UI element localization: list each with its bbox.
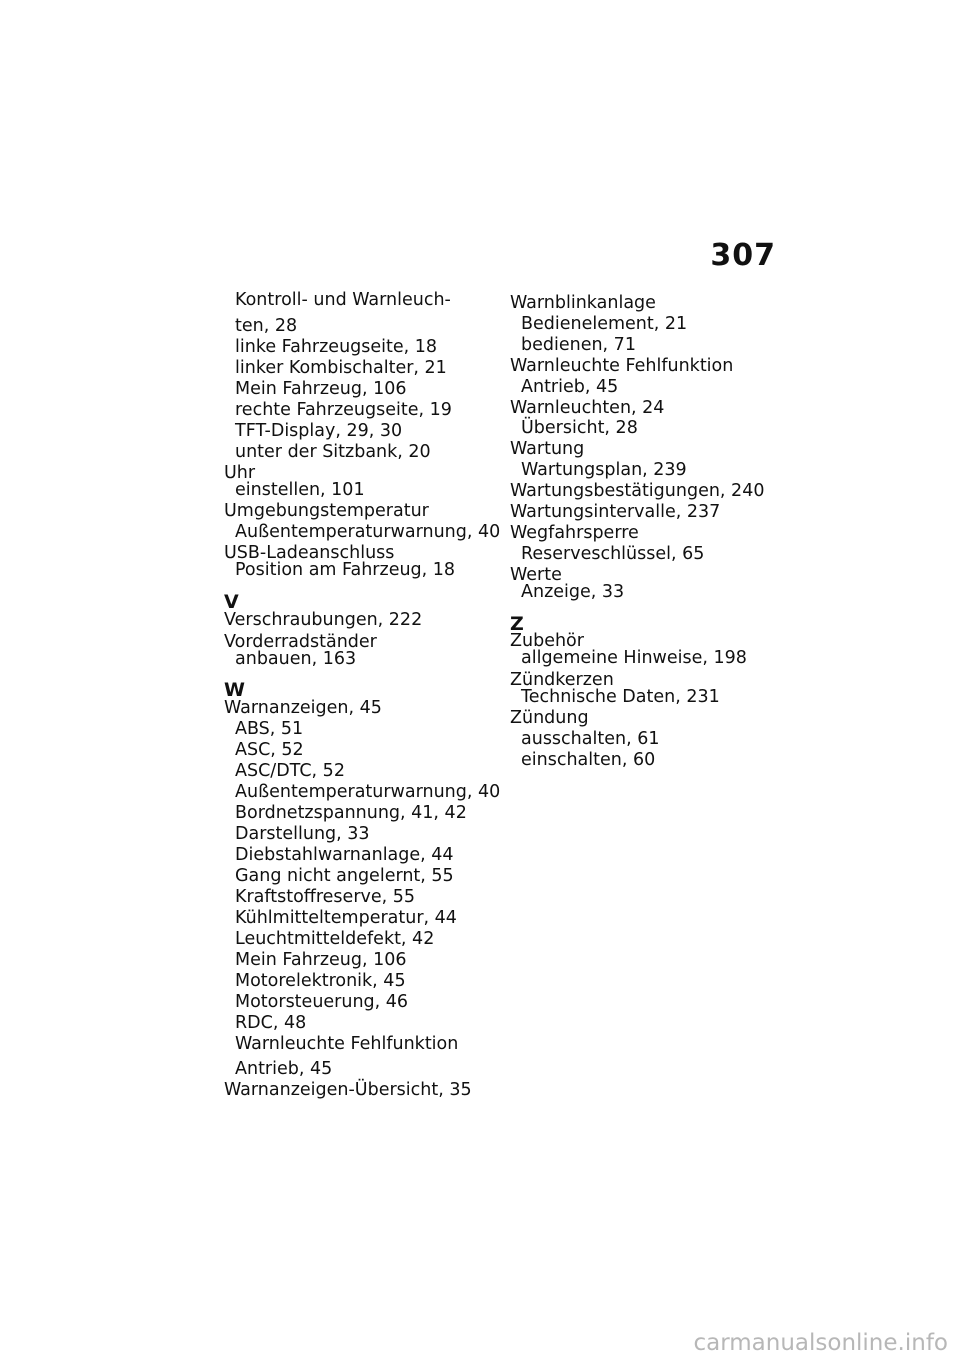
index-entry: linke Fahrzeugseite, 18 xyxy=(235,337,438,357)
index-entry: ten, 28 xyxy=(235,316,298,336)
index-entry: Kühlmitteltemperatur, 44 xyxy=(235,908,457,928)
index-entry: Verschraubungen, 222 xyxy=(224,610,423,630)
index-entry: Wartungsbestätigungen, 240 xyxy=(510,481,765,501)
index-entry: Werte xyxy=(510,565,562,585)
index-entry: rechte Fahrzeugseite, 19 xyxy=(235,400,452,420)
index-entry: Warnanzeigen, 45 xyxy=(224,698,382,718)
index-entry: Reserveschlüssel, 65 xyxy=(521,544,705,564)
index-entry: ABS, 51 xyxy=(235,719,304,739)
index-entry: Diebstahlwarnanlage, 44 xyxy=(235,845,454,865)
index-entry: Warnleuchte Fehlfunktion xyxy=(510,356,734,376)
index-entry: allgemeine Hinweise, 198 xyxy=(521,648,747,668)
index-entry: Warnleuchten, 24 xyxy=(510,398,665,418)
index-entry: Position am Fahrzeug, 18 xyxy=(235,560,456,580)
watermark: carmanualsonline.info xyxy=(693,1330,948,1356)
index-letter-heading: Z xyxy=(510,613,524,635)
index-entry: Motorelektronik, 45 xyxy=(235,971,406,991)
index-entry: Übersicht, 28 xyxy=(521,418,638,438)
index-entry: Mein Fahrzeug, 106 xyxy=(235,950,407,970)
index-entry: ASC/DTC, 52 xyxy=(235,761,345,781)
index-entry: linker Kombischalter, 21 xyxy=(235,358,447,378)
index-letter-heading: W xyxy=(224,679,245,701)
index-entry: Warnleuchte Fehlfunktion xyxy=(235,1034,459,1054)
index-entry: Kontroll- und Warnleuch- xyxy=(235,290,451,310)
index-entry: Darstellung, 33 xyxy=(235,824,370,844)
index-entry: Motorsteuerung, 46 xyxy=(235,992,409,1012)
index-entry: einstellen, 101 xyxy=(235,480,365,500)
index-entry: Antrieb, 45 xyxy=(521,377,619,397)
index-entry: Warnblinkanlage xyxy=(510,293,656,313)
page-number: 307 xyxy=(710,238,776,273)
index-entry: Technische Daten, 231 xyxy=(521,687,720,707)
index-entry: anbauen, 163 xyxy=(235,649,357,669)
index-entry: Wegfahrsperre xyxy=(510,523,639,543)
index-entry: Zündkerzen xyxy=(510,670,614,690)
index-entry: Kraftstoffreserve, 55 xyxy=(235,887,416,907)
index-entry: ASC, 52 xyxy=(235,740,304,760)
index-entry: Bedienelement, 21 xyxy=(521,314,688,334)
index-entry: Antrieb, 45 xyxy=(235,1059,333,1079)
index-entry: Uhr xyxy=(224,463,256,483)
index-entry: Zündung xyxy=(510,708,589,728)
index-entry: RDC, 48 xyxy=(235,1013,307,1033)
index-entry: Außentemperaturwarnung, 40 xyxy=(235,782,501,802)
index-entry: Mein Fahrzeug, 106 xyxy=(235,379,407,399)
index-entry: Vorderradständer xyxy=(224,632,377,652)
index-letter-heading: V xyxy=(224,591,239,613)
index-entry: TFT-Display, 29, 30 xyxy=(235,421,403,441)
index-entry: unter der Sitzbank, 20 xyxy=(235,442,431,462)
index-entry: USB-Ladeanschluss xyxy=(224,543,395,563)
index-entry: ausschalten, 61 xyxy=(521,729,660,749)
index-entry: Zubehör xyxy=(510,631,584,651)
index-entry: Bordnetzspannung, 41, 42 xyxy=(235,803,467,823)
index-entry: Warnanzeigen-Übersicht, 35 xyxy=(224,1080,472,1100)
index-entry: Anzeige, 33 xyxy=(521,582,625,602)
index-entry: bedienen, 71 xyxy=(521,335,636,355)
index-entry: Umgebungstemperatur xyxy=(224,501,429,521)
index-entry: Wartung xyxy=(510,439,585,459)
index-entry: Außentemperaturwarnung, 40 xyxy=(235,522,501,542)
index-entry: Leuchtmitteldefekt, 42 xyxy=(235,929,435,949)
index-entry: einschalten, 60 xyxy=(521,750,656,770)
index-entry: Wartungsplan, 239 xyxy=(521,460,687,480)
index-entry: Wartungsintervalle, 237 xyxy=(510,502,721,522)
index-entry: Gang nicht angelernt, 55 xyxy=(235,866,454,886)
